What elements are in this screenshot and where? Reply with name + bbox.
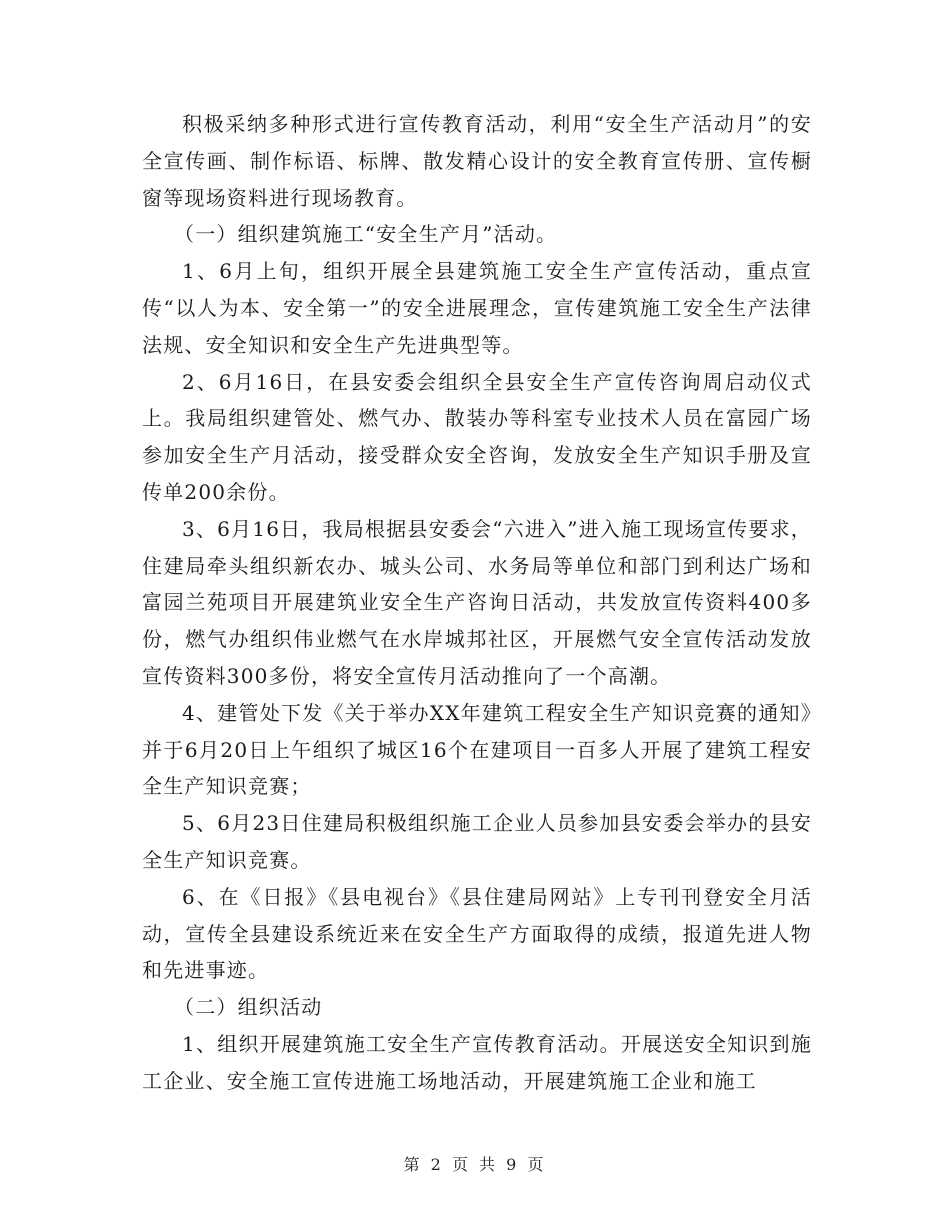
paragraph-item-2: 2、6月16日，在县安委会组织全县安全生产宣传咨询周启动仪式上。我局组织建管处、燃气办、散装办等科室专业技术人员在富园广场参加安全生产月活动，接受群众安全咨询，发放安全生产知识手册及宣传单200余份。 <box>142 369 812 504</box>
section-heading-1: （一）组织建筑施工“安全生产月”活动。 <box>174 222 558 247</box>
document-body <box>142 106 812 1100</box>
section-heading-2: （二）组织活动 <box>174 995 323 1020</box>
paragraph-item-7: 1、组织开展建筑施工安全生产宣传教育活动。开展送安全知识到施工企业、安全施工宣传进施工场地活动，开展建筑施工企业和施工 <box>142 1031 812 1093</box>
page-number-footer: 第 2 页 共 9 页 <box>403 1155 547 1174</box>
paragraph-item-3: 3、6月16日，我局根据县安委会“六进入”进入施工现场宣传要求，住建局牵头组织新农办、城头公司、水务局等单位和部门到利达广场和富园兰苑项目开展建筑业安全生产咨询日活动，共发放宣传资料400多份，燃气办组织伟业燃气在水岸城邦社区，开展燃气安全宣传活动发放宣传资料300多份，将安全宣传月活动推向了一个高潮。 <box>142 516 812 688</box>
paragraph-item-6: 6、在《日报》《县电视台》《县住建局网站》上专刊刊登安全月活动，宣传全县建设系统近来在安全生产方面取得的成绩，报道先进人物和先进事迹。 <box>142 884 812 983</box>
paragraph-item-1: 1、6月上旬，组织开展全县建筑施工安全生产宣传活动，重点宣传“以人为本、安全第一”的安全进展理念，宣传建筑施工安全生产法律法规、安全知识和安全生产先进典型等。 <box>142 259 812 357</box>
paragraph-item-4: 4、建管处下发《关于举办XX年建筑工程安全生产知识竞赛的通知》并于6月20日上午组织了城区16个在建项目一百多人开展了建筑工程安全生产知识竞赛； <box>142 700 812 799</box>
paragraph-item-5: 5、6月23日住建局积极组织施工企业人员参加县安委会举办的县安全生产知识竞赛。 <box>142 811 812 872</box>
paragraph-intro: 积极采纳多种形式进行宣传教育活动，利用“安全生产活动月”的安全宣传画、制作标语、标牌、散发精心设计的安全教育宣传册、宣传橱窗等现场资料进行现场教育。 <box>142 112 812 210</box>
